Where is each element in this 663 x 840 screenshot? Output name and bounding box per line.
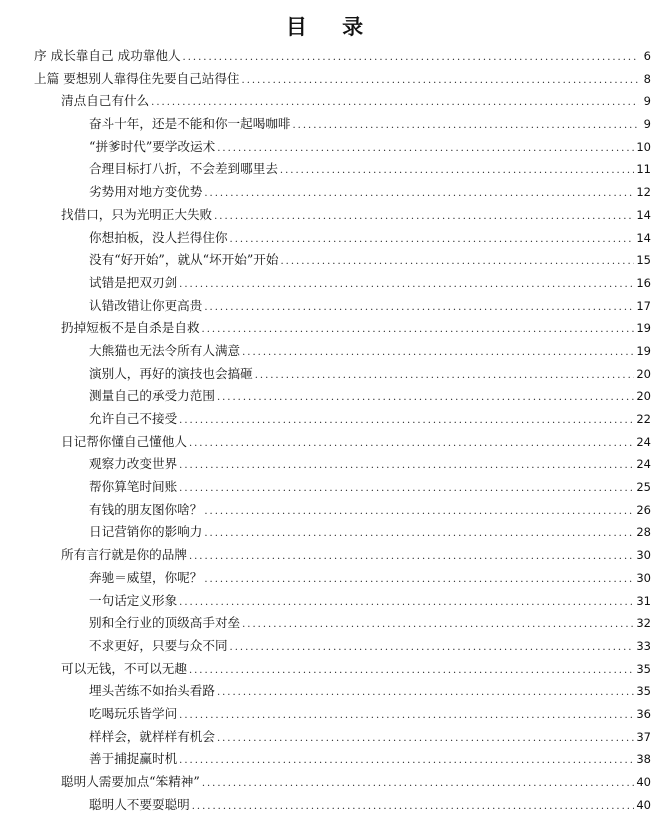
toc-section-entry[interactable]	[0, 794, 663, 817]
toc-section-entry[interactable]	[0, 635, 663, 658]
toc-page-number: 37	[636, 729, 651, 744]
toc-entry-title: 序 成长靠自己 成功靠他人	[34, 48, 181, 63]
toc-entry-title: 别和全行业的顶级高手对垒	[89, 615, 241, 631]
toc-entry-title: 一句话定义形象	[89, 592, 178, 608]
toc-page-number: 16	[636, 275, 651, 290]
toc-page-number: 12	[636, 185, 651, 200]
toc-entry-title: 日记营销你的影响力	[89, 524, 203, 540]
toc-chapter-entry[interactable]	[0, 90, 663, 113]
toc-entry-title: 测量自己的承受力范围	[89, 388, 215, 404]
toc-chapter-entry[interactable]	[0, 544, 663, 567]
dot-leader	[179, 478, 634, 501]
toc-page-number: 40	[636, 797, 651, 812]
dot-leader	[183, 47, 639, 70]
dot-leader	[217, 387, 634, 410]
toc-page-number: 24	[636, 434, 651, 449]
dot-leader	[179, 592, 634, 615]
toc-section-entry[interactable]	[0, 408, 663, 431]
dot-leader	[179, 455, 634, 478]
toc-entry-title: 上篇 要想别人靠得住先要自己站得住	[34, 70, 240, 86]
toc-chapter-entry[interactable]	[0, 317, 663, 340]
dot-leader	[230, 637, 635, 660]
toc-entry-title: 观察力改变世界	[89, 456, 178, 472]
toc-entry-title: 可以无钱，不可以无趣	[61, 660, 187, 676]
toc-section-entry[interactable]	[0, 363, 663, 386]
dot-leader	[189, 660, 634, 683]
toc-entry-title: 聪明人需要加点“笨精神”	[61, 774, 200, 789]
toc-section-entry[interactable]	[0, 567, 663, 590]
toc-page-number: 6	[643, 49, 651, 63]
toc-page-number: 14	[636, 207, 651, 222]
toc-section-entry[interactable]	[0, 295, 663, 318]
dot-leader	[179, 750, 634, 773]
toc-entry-title: 吃喝玩乐皆学问	[89, 705, 178, 721]
dot-leader	[214, 206, 634, 229]
toc-entry-title: 没有“好开始”，就从“坏开始”开始	[89, 252, 279, 268]
toc-section-entry[interactable]	[0, 748, 663, 771]
toc-entry-title: 合理目标打八折，不会差到哪里去	[89, 161, 278, 177]
toc-entry-title: 允许自己不接受	[89, 411, 178, 426]
toc-page-number: 19	[636, 321, 651, 336]
dot-leader	[242, 342, 634, 365]
toc-entry-title: 认错改错让你更高贵	[89, 297, 203, 313]
toc-page-number: 36	[636, 706, 651, 721]
toc-section-entry[interactable]	[0, 249, 663, 272]
toc-section-entry[interactable]	[0, 521, 663, 544]
toc-chapter-entry[interactable]	[0, 658, 663, 681]
toc-entry-title: “拼爹时代”要学改运术	[89, 138, 216, 154]
toc-section-entry[interactable]	[0, 385, 663, 408]
toc-page-number: 15	[636, 253, 651, 268]
toc-page-number: 35	[636, 684, 651, 699]
toc-page-number: 28	[636, 525, 651, 540]
dot-leader	[293, 115, 640, 138]
table-of-contents	[0, 45, 663, 816]
dot-leader	[179, 705, 634, 728]
toc-page-number: 26	[636, 502, 651, 517]
dot-leader	[179, 410, 634, 433]
toc-section-entry[interactable]	[0, 726, 663, 749]
toc-page-number: 31	[636, 593, 651, 608]
toc-section-entry[interactable]	[0, 590, 663, 613]
toc-page-number: 22	[636, 412, 651, 426]
toc-entry-title: 演别人，再好的演技也会搞砸	[89, 365, 253, 381]
toc-entry-title: 清点自己有什么	[61, 93, 150, 109]
dot-leader	[230, 229, 635, 252]
dot-leader	[255, 365, 635, 388]
toc-section-entry[interactable]	[0, 136, 663, 159]
toc-entry-title: 试错是把双刃剑	[89, 274, 178, 290]
toc-page-number: 32	[636, 616, 651, 631]
dot-leader	[189, 433, 634, 456]
dot-leader	[280, 160, 634, 183]
dot-leader	[204, 569, 634, 592]
dot-leader	[204, 183, 634, 206]
toc-section-entry[interactable]	[0, 453, 663, 476]
dot-leader	[189, 546, 634, 569]
toc-page-number: 17	[636, 298, 651, 313]
toc-entry-title: 奔驰＝威望，你呢？	[89, 569, 203, 585]
toc-page-number: 8	[643, 71, 651, 86]
dot-leader	[217, 682, 634, 705]
toc-section-entry[interactable]	[0, 227, 663, 250]
toc-section-entry[interactable]	[0, 181, 663, 204]
toc-page-number: 35	[636, 661, 651, 676]
toc-part-entry[interactable]	[0, 45, 663, 68]
toc-page-number: 14	[636, 230, 651, 245]
toc-page-number: 20	[636, 389, 651, 404]
page-title: 目 录	[285, 15, 378, 39]
toc-page-number: 25	[636, 480, 651, 495]
toc-section-entry[interactable]	[0, 340, 663, 363]
toc-section-entry[interactable]	[0, 476, 663, 499]
dot-leader	[217, 728, 634, 751]
dot-leader	[204, 297, 634, 320]
dot-leader	[151, 92, 639, 115]
toc-chapter-entry[interactable]	[0, 204, 663, 227]
toc-entry-title: 帮你算笔时间账	[89, 479, 178, 495]
toc-page-number: 30	[636, 548, 651, 563]
toc-page-number: 40	[636, 775, 651, 789]
toc-page-number: 30	[636, 570, 651, 585]
toc-chapter-entry[interactable]	[0, 771, 663, 794]
toc-entry-title: 善于捕捉赢时机	[89, 751, 178, 767]
toc-part-entry[interactable]	[0, 68, 663, 91]
toc-page-number: 9	[643, 117, 651, 132]
toc-section-entry[interactable]	[0, 703, 663, 726]
toc-section-entry[interactable]	[0, 158, 663, 181]
toc-entry-title: 聪明人不要耍聪明	[89, 796, 190, 812]
toc-page-number: 24	[636, 457, 651, 472]
toc-entry-title: 找借口，只为光明正大失败	[61, 206, 213, 222]
toc-entry-title: 奋斗十年，还是不能和你一起喝咖啡	[89, 116, 291, 132]
toc-entry-title: 日记帮你懂自己懂他人	[61, 433, 187, 449]
toc-entry-title: 扔掉短板不是自杀是自救	[61, 320, 200, 336]
dot-leader	[192, 796, 635, 819]
toc-page-number: 19	[636, 343, 651, 358]
toc-chapter-entry[interactable]	[0, 431, 663, 454]
toc-entry-title: 所有言行就是你的品牌	[61, 547, 187, 563]
toc-entry-title: 样样会，就样样有机会	[89, 728, 215, 744]
dot-leader	[217, 138, 634, 161]
toc-section-entry[interactable]	[0, 680, 663, 703]
dot-leader	[202, 319, 635, 342]
toc-section-entry[interactable]	[0, 612, 663, 635]
toc-entry-title: 埋头苦练不如抬头看路	[89, 683, 215, 699]
toc-section-entry[interactable]	[0, 272, 663, 295]
toc-page-number: 38	[636, 752, 651, 767]
toc-page-number: 10	[636, 139, 651, 154]
toc-entry-title: 大熊猫也无法令所有人满意	[89, 342, 241, 358]
toc-page-number: 11	[636, 162, 651, 177]
toc-section-entry[interactable]	[0, 499, 663, 522]
toc-entry-title: 不求更好，只要与众不同	[89, 637, 228, 653]
toc-page-number: 9	[643, 94, 651, 109]
dot-leader	[204, 523, 634, 546]
toc-entry-title: 有钱的朋友图你啥？	[89, 501, 203, 517]
dot-leader	[242, 70, 639, 93]
dot-leader	[179, 274, 634, 297]
toc-page-number: 20	[636, 366, 651, 381]
dot-leader	[242, 614, 634, 637]
toc-section-entry[interactable]	[0, 113, 663, 136]
dot-leader	[280, 251, 634, 274]
toc-entry-title: 你想拍板，没人拦得住你	[89, 229, 228, 245]
toc-page-number: 33	[636, 638, 651, 653]
dot-leader	[204, 501, 634, 524]
dot-leader	[202, 773, 635, 796]
toc-entry-title: 劣势用对地方变优势	[89, 184, 203, 200]
